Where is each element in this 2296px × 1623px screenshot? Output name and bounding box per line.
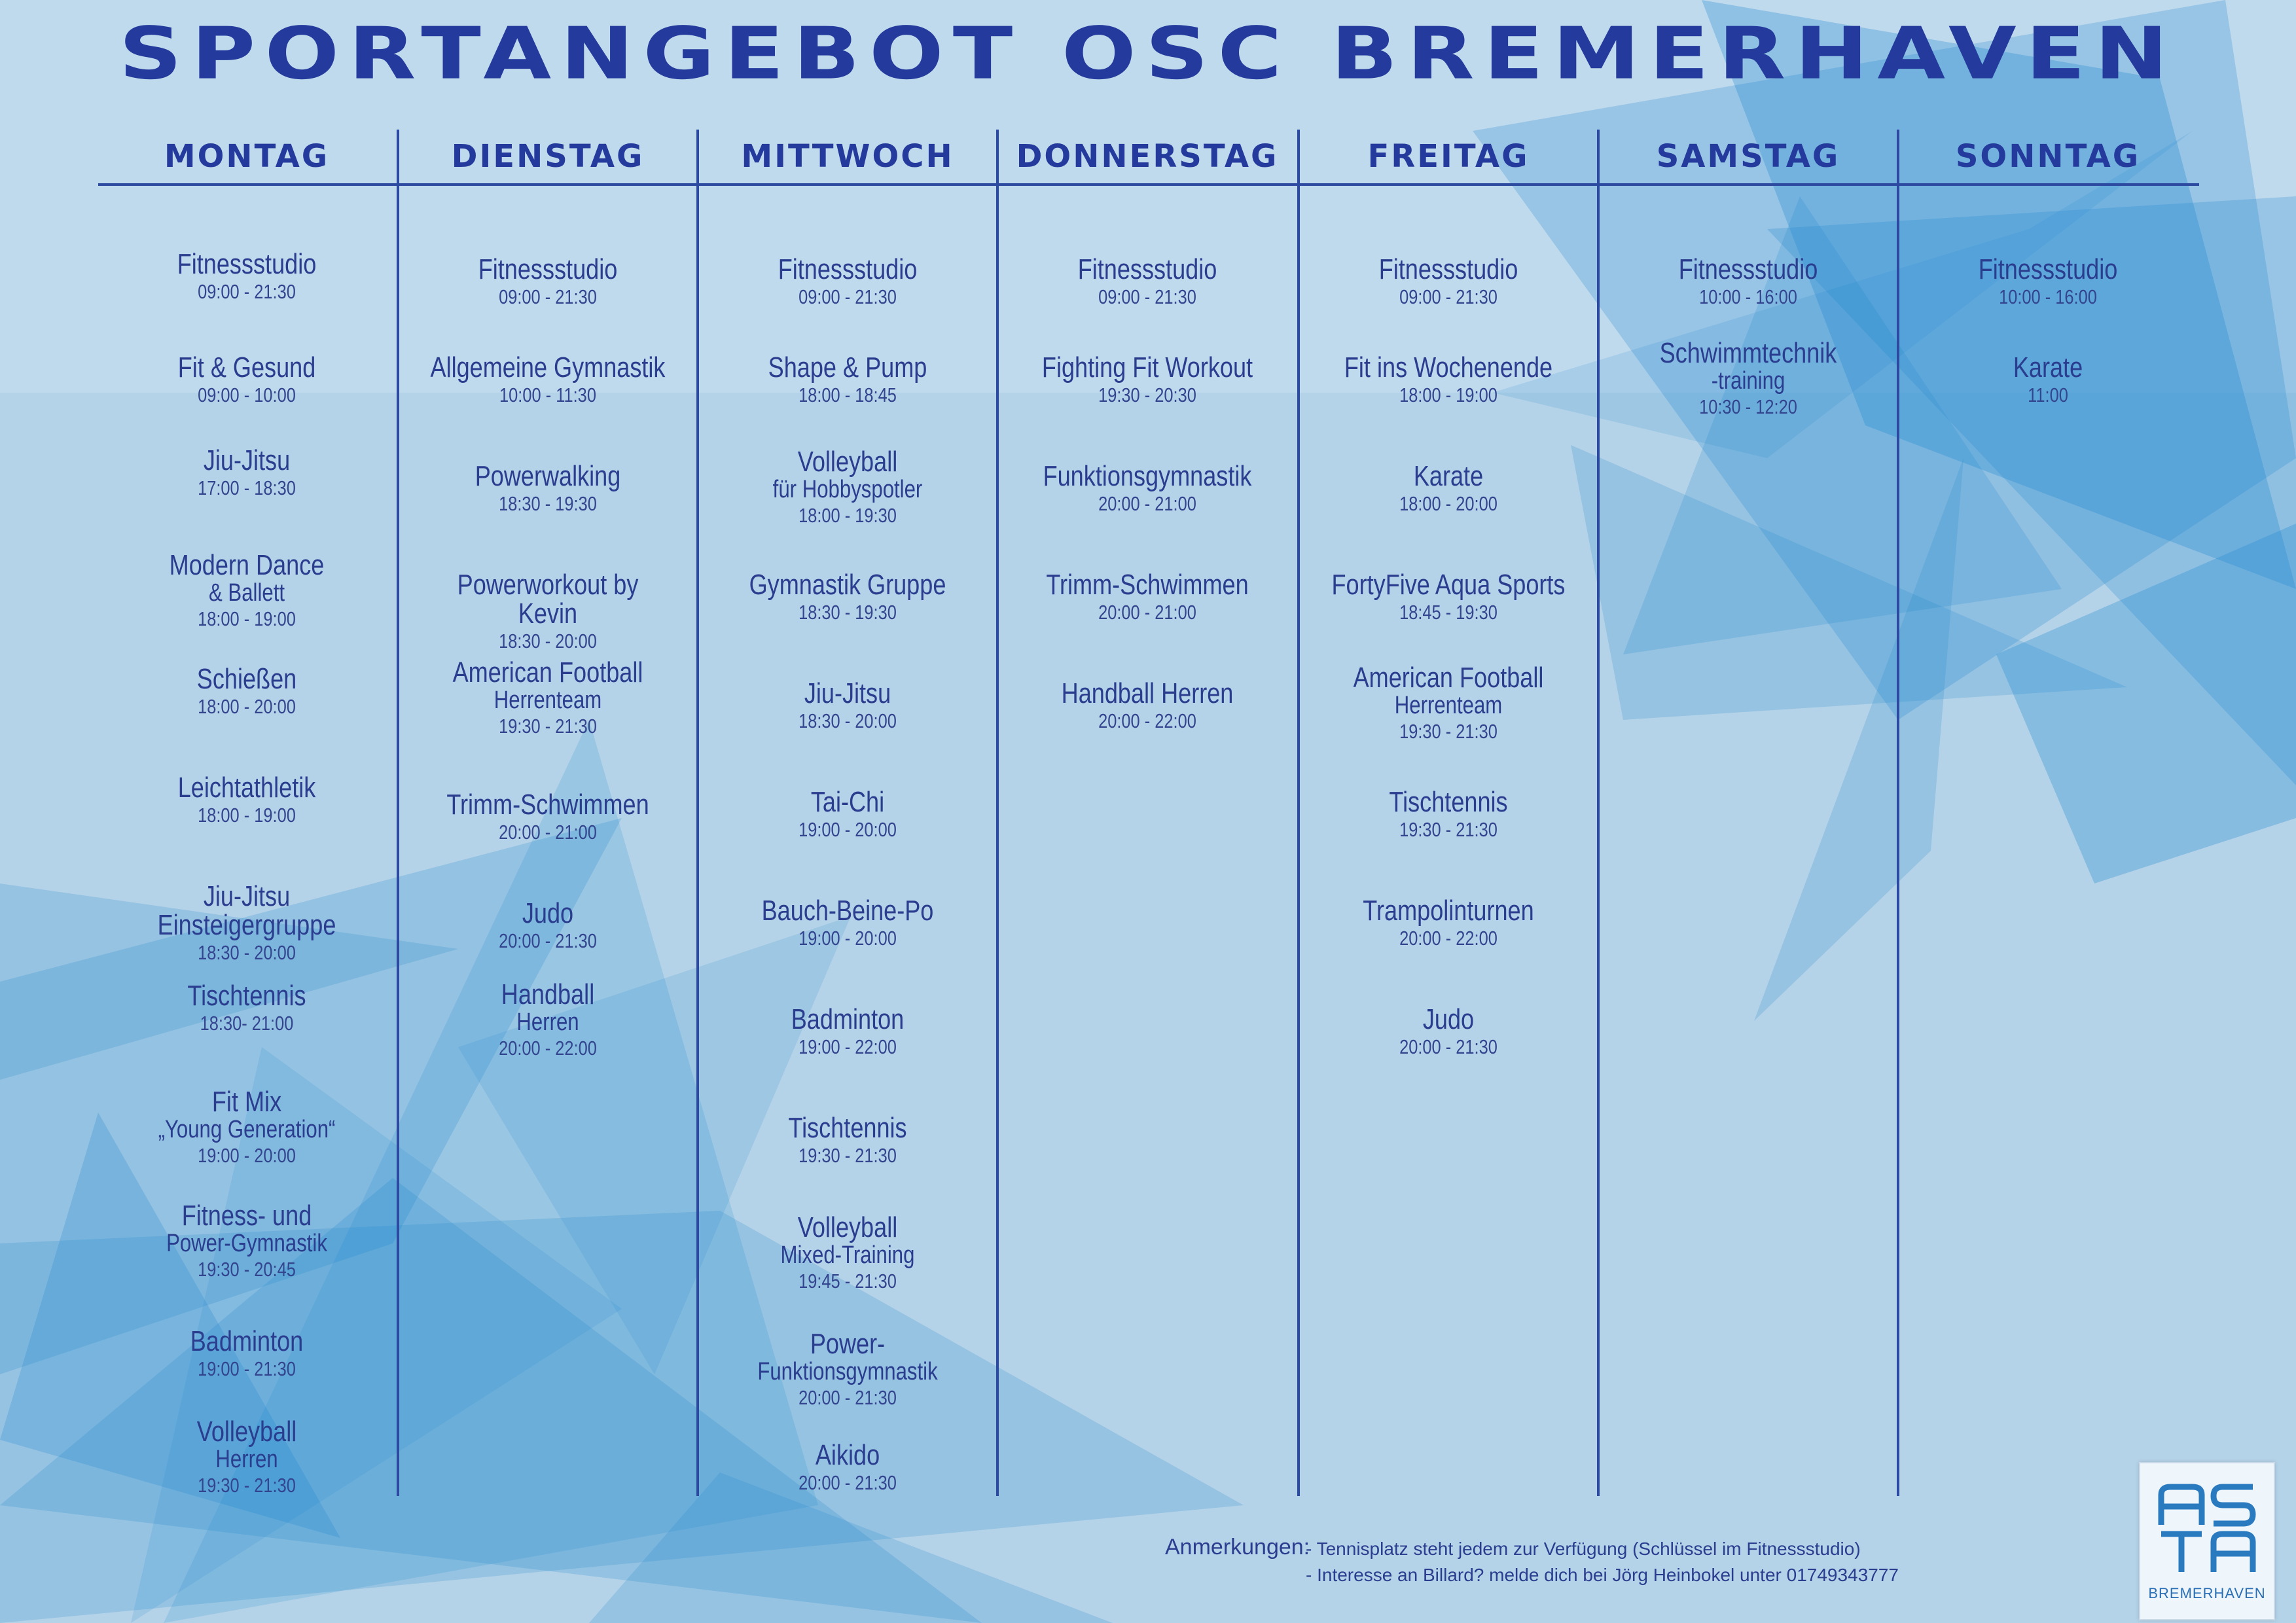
class-subtitle: Herrenteam [493, 687, 602, 714]
class-entry [698, 1213, 997, 1294]
class-time: 19:30 - 20:45 [198, 1258, 296, 1281]
class-time: 19:00 - 22:00 [798, 1035, 897, 1058]
class-name: Gymnastik Gruppe [749, 569, 946, 601]
class-name: Shape & Pump [768, 351, 927, 383]
class-name: American Football [452, 656, 643, 688]
class-list [997, 183, 1297, 1492]
class-time: 20:00 - 22:00 [1399, 927, 1498, 950]
class-name: Aikido [815, 1439, 880, 1471]
class-time: 20:00 - 21:30 [798, 1386, 897, 1409]
class-name: Badminton [791, 1003, 905, 1035]
class-entry [698, 1330, 997, 1411]
class-name: Fit Mix [211, 1086, 282, 1118]
logo-caption: BREMERHAVEN [2148, 1585, 2266, 1601]
class-entry [97, 551, 397, 632]
day-header: DIENSTAG [451, 138, 645, 175]
class-subtitle: Herren [215, 1446, 278, 1473]
class-name: Volleyball [196, 1416, 297, 1448]
class-time: 18:30 - 20:00 [798, 709, 897, 732]
class-time: 18:00 - 20:00 [198, 695, 296, 718]
class-list [1299, 183, 1598, 1492]
class-name: Jiu-Jitsu [203, 444, 291, 476]
class-name: Tischtennis [788, 1112, 907, 1144]
class-name: Schießen [196, 663, 297, 695]
class-time: 20:00 - 21:30 [499, 929, 597, 952]
class-name: Tai-Chi [810, 786, 885, 818]
class-name: Jiu-Jitsu Einsteigergruppe [157, 880, 336, 941]
class-name: Trampolinturnen [1363, 895, 1534, 927]
class-entry [698, 788, 997, 843]
class-entry [97, 774, 397, 829]
class-entry [997, 571, 1297, 626]
class-time: 20:00 - 21:30 [1399, 1035, 1498, 1058]
class-subtitle: Herren [516, 1008, 579, 1036]
class-name: Fit & Gesund [177, 351, 316, 383]
class-entry [398, 658, 698, 740]
class-name: Powerwalking [475, 460, 621, 492]
class-name: Volleyball [797, 1211, 898, 1243]
class-name: Trimm-Schwimmen [446, 789, 649, 821]
class-name: Modern Dance [169, 549, 325, 581]
day-column-dienstag [398, 130, 698, 1492]
class-time: 18:30 - 19:30 [798, 601, 897, 624]
class-subtitle: Mixed-Training [780, 1241, 915, 1269]
class-entry [97, 1088, 397, 1169]
class-time: 09:00 - 21:30 [1399, 285, 1498, 308]
class-subtitle: Funktionsgymnastik [757, 1358, 938, 1385]
asta-logo-mark [2156, 1483, 2258, 1575]
class-entry [97, 446, 397, 501]
class-time: 18:00 - 19:00 [198, 607, 296, 630]
class-name: Judo [522, 897, 574, 929]
class-entry [1299, 255, 1598, 310]
class-entry [97, 353, 397, 408]
class-entry [97, 982, 397, 1037]
asta-logo [2139, 1462, 2275, 1620]
class-entry [698, 255, 997, 310]
day-column-sonntag [1898, 130, 2198, 1492]
class-name: Funktionsgymnastik [1043, 460, 1252, 492]
class-time: 18:30 - 20:00 [198, 941, 296, 964]
day-column-montag [97, 130, 397, 1497]
class-list [398, 183, 698, 1492]
class-entry [698, 448, 997, 529]
class-name: Allgemeine Gymnastik [430, 351, 666, 383]
class-subtitle: für Hobbyspotler [772, 476, 923, 503]
class-time: 20:00 - 21:00 [1098, 601, 1196, 624]
class-entry [997, 255, 1297, 310]
day-column-donnerstag [997, 130, 1297, 1492]
class-time: 18:30- 21:00 [200, 1012, 294, 1035]
class-name: Tischtennis [1389, 786, 1508, 818]
class-entry [1598, 255, 1898, 310]
class-name: Fighting Fit Workout [1041, 351, 1253, 383]
day-header: MITTWOCH [741, 138, 954, 175]
class-time: 17:00 - 18:30 [198, 476, 296, 499]
class-entry [1898, 255, 2198, 310]
class-time: 09:00 - 10:00 [198, 383, 296, 406]
class-subtitle: Power-Gymnastik [166, 1230, 327, 1257]
note-line: - Interesse an Billard? melde dich bei Jörg Heinbokel unter 01749343777 [1306, 1565, 1899, 1585]
class-entry [997, 353, 1297, 408]
class-name: Karate [2013, 351, 2083, 383]
class-time: 18:30 - 19:30 [499, 492, 597, 515]
class-time: 09:00 - 21:30 [499, 285, 597, 308]
day-column-mittwoch [698, 130, 997, 1492]
class-time: 19:00 - 20:00 [798, 927, 897, 950]
class-entry [97, 1327, 397, 1382]
class-time: 19:30 - 21:30 [499, 715, 597, 738]
day-column-samstag [1598, 130, 1898, 1492]
class-entry [97, 250, 397, 305]
class-entry [1299, 353, 1598, 408]
class-time: 19:30 - 20:30 [1098, 383, 1196, 406]
day-header: SAMSTAG [1656, 138, 1840, 175]
class-name: Leichtathletik [177, 772, 316, 804]
class-name: Fitnessstudio [778, 253, 918, 285]
class-name: American Football [1353, 662, 1544, 694]
class-name: Volleyball [797, 446, 898, 478]
class-name: Fit ins Wochenende [1344, 351, 1553, 383]
class-entry [1898, 353, 2198, 408]
class-name: Jiu-Jitsu [804, 677, 891, 709]
class-time: 11:00 [2028, 383, 2068, 406]
class-entry [997, 462, 1297, 517]
class-entry [398, 462, 698, 517]
class-entry [1299, 897, 1598, 952]
class-time: 20:00 - 22:00 [499, 1037, 597, 1060]
class-time: 10:00 - 11:30 [499, 383, 596, 406]
day-header: MONTAG [164, 138, 330, 175]
class-entry [1299, 1005, 1598, 1060]
class-entry [398, 353, 698, 408]
class-time: 19:30 - 21:30 [1399, 818, 1498, 841]
class-time: 20:00 - 21:00 [499, 821, 597, 844]
class-subtitle: „Young Generation“ [158, 1116, 336, 1143]
class-time: 10:00 - 16:00 [1999, 285, 2097, 308]
class-name: Powerworkout by Kevin [457, 569, 639, 630]
class-list [97, 183, 397, 1497]
class-time: 19:30 - 21:30 [1399, 720, 1498, 743]
class-entry [398, 571, 698, 654]
class-entry [398, 791, 698, 846]
class-time: 18:00 - 18:45 [798, 383, 897, 406]
class-entry [698, 679, 997, 734]
class-name: Fitnessstudio [1978, 253, 2118, 285]
class-entry [1299, 571, 1598, 626]
class-time: 18:00 - 19:00 [198, 804, 296, 827]
class-name: Badminton [190, 1325, 304, 1357]
class-time: 20:00 - 21:00 [1098, 492, 1196, 515]
day-header: FREITAG [1367, 138, 1530, 175]
class-name: Bauch-Beine-Po [761, 895, 934, 927]
class-name: Schwimmtechnik [1659, 337, 1837, 369]
class-entry [1299, 664, 1598, 745]
class-time: 18:00 - 19:30 [798, 504, 897, 527]
class-entry [97, 882, 397, 966]
class-name: Fitness- und [181, 1200, 312, 1232]
class-entry [698, 1114, 997, 1169]
class-entry [1598, 339, 1898, 420]
class-entry [398, 980, 698, 1061]
class-time: 18:30 - 20:00 [499, 630, 597, 652]
class-entry [698, 1441, 997, 1496]
class-name: Fitnessstudio [1678, 253, 1818, 285]
class-time: 19:00 - 20:00 [798, 818, 897, 841]
class-list [1898, 183, 2198, 1492]
class-subtitle: -training [1711, 367, 1785, 395]
class-time: 20:00 - 22:00 [1098, 709, 1196, 732]
class-entry [398, 255, 698, 310]
class-name: FortyFive Aqua Sports [1331, 569, 1566, 601]
class-entry [1299, 462, 1598, 517]
class-name: Tischtennis [187, 980, 306, 1012]
class-time: 19:00 - 20:00 [198, 1144, 296, 1167]
class-name: Power- [810, 1328, 886, 1360]
class-list [1598, 183, 1898, 1492]
page-title: SPORTANGEBOT OSC BREMERHAVEN [118, 12, 2178, 96]
class-entry [398, 899, 698, 954]
class-subtitle: Herrenteam [1394, 692, 1503, 719]
note-line: - Tennisplatz steht jedem zur Verfügung (Schlüssel im Fitnessstudio) [1306, 1539, 1861, 1559]
class-list [698, 183, 997, 1492]
class-name: Karate [1413, 460, 1484, 492]
class-entry [698, 897, 997, 952]
day-column-freitag [1299, 130, 1598, 1492]
class-name: Handball [501, 978, 595, 1010]
class-entry [698, 571, 997, 626]
class-time: 18:45 - 19:30 [1399, 601, 1498, 624]
class-entry [97, 1418, 397, 1499]
class-time: 09:00 - 21:30 [198, 280, 296, 303]
notes-label: Anmerkungen: [1165, 1535, 1310, 1560]
class-time: 19:00 - 21:30 [198, 1357, 296, 1380]
class-name: Fitnessstudio [1077, 253, 1217, 285]
class-time: 19:30 - 21:30 [198, 1474, 296, 1497]
class-entry [698, 353, 997, 408]
class-name: Fitnessstudio [177, 248, 317, 280]
class-time: 18:00 - 20:00 [1399, 492, 1498, 515]
class-time: 09:00 - 21:30 [798, 285, 897, 308]
class-subtitle: & Ballett [208, 579, 285, 607]
class-entry [97, 1202, 397, 1283]
class-name: Trimm-Schwimmen [1046, 569, 1249, 601]
class-time: 18:00 - 19:00 [1399, 383, 1498, 406]
class-entry [698, 1005, 997, 1060]
class-entry [997, 679, 1297, 734]
class-name: Judo [1422, 1003, 1475, 1035]
class-time: 10:30 - 12:20 [1699, 395, 1797, 418]
class-time: 19:30 - 21:30 [798, 1144, 897, 1167]
class-time: 19:45 - 21:30 [798, 1270, 897, 1293]
class-entry [97, 665, 397, 720]
class-name: Handball Herren [1061, 677, 1234, 709]
day-header: DONNERSTAG [1016, 138, 1279, 175]
class-time: 10:00 - 16:00 [1699, 285, 1797, 308]
class-name: Fitnessstudio [1378, 253, 1518, 285]
class-time: 20:00 - 21:30 [798, 1471, 897, 1494]
class-name: Fitnessstudio [478, 253, 618, 285]
class-entry [1299, 788, 1598, 843]
class-time: 09:00 - 21:30 [1098, 285, 1196, 308]
day-header: SONNTAG [1955, 138, 2141, 175]
